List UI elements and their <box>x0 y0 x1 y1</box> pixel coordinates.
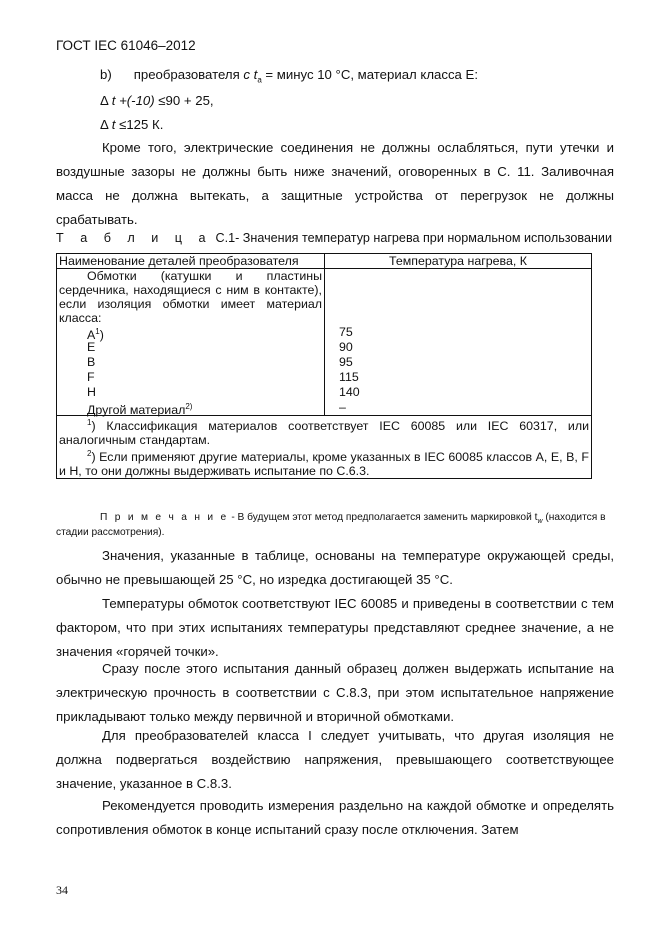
temperature-value: 140 <box>339 385 360 399</box>
note-subscript: w <box>537 518 543 526</box>
class-label: Другой материал$^{2)}$ <box>87 402 193 418</box>
paragraph-5 <box>56 724 614 796</box>
paragraph-text: Сразу после этого испытания данный образец должен выдержать испытание на электрическую прочность в соответствии с С.8.3, при этом испытательное напряжение прикладывают только между первичной и вторичной обмотками. <box>56 661 614 724</box>
temperature-value: – <box>339 400 346 414</box>
col2-header: Температура нагрева, К <box>325 254 592 269</box>
list-item-b <box>100 67 478 85</box>
symbol-t: t <box>253 67 258 82</box>
paragraph-text: Температуры обмоток соответствуют IEC 60085 и приведены в соответствии с тем фактором, что при этих испытаниях температуры представляют среднее значение, а не значения «горячей точки». <box>56 596 614 659</box>
paragraph-2 <box>56 544 614 592</box>
list-marker: b) <box>100 67 112 82</box>
note-label: П р и м е ч а н и е <box>100 512 229 523</box>
table-header-row <box>57 254 592 269</box>
class-label: Н <box>87 385 96 399</box>
table-footnote-row <box>57 416 592 479</box>
table-intro: Обмотки (катушки и пластины сердечника, находящиеся с ним в контакте), если изоляция обмотки имеет материал класса: <box>59 269 322 325</box>
paragraph-3 <box>56 592 614 664</box>
class-label: В <box>87 355 96 369</box>
paragraph-text: Рекомендуется проводить измерения раздельно на каждой обмотке и определять сопротивления обмоток в конце испытаний сразу после отключения. Затем <box>56 798 614 837</box>
paragraph-text: Для преобразователей класса I следует учитывать, что другая изоляция не должна подвергаться воздействию напряжения, превышающего соответствующее значение, указанное в С.8.3. <box>56 728 614 791</box>
formula-2 <box>100 117 163 132</box>
class-labels <box>59 325 322 418</box>
temperature-value: 95 <box>339 355 353 369</box>
footnote-2: $^2$) Если применяют другие материалы, кроме указанных в IEC 60085 классов А, Е, В, F и Н, то они должны выдерживать испытание по С.6.3. <box>59 449 589 479</box>
footnotes-cell <box>57 416 592 479</box>
delta-symbol: Δ <box>100 93 109 108</box>
note-text: - В будущем этот метод предполагается заменить маркировкой t <box>228 512 538 523</box>
footnote-1: $^1$) Классификация материалов соответствует IEC 60085 или IEC 60317, или аналогичным стандартам. <box>59 418 589 448</box>
paragraph-text: Значения, указанные в таблице, основаны на температуре окружающей среды, обычно не превышающей 25 °С, но изредка достигающей 35 °С. <box>56 548 614 587</box>
subscript-a: a <box>257 75 262 85</box>
table-body-row <box>57 269 592 416</box>
paragraph-4 <box>56 657 614 729</box>
paragraph-1 <box>56 136 614 232</box>
table-note <box>100 508 615 532</box>
parts-cell <box>57 269 325 416</box>
temperature-value: 115 <box>339 370 359 384</box>
formula-variable: t <box>111 117 116 132</box>
document-header: ГОСТ IEC 61046–2012 <box>56 38 196 53</box>
delta-symbol: Δ <box>100 117 109 132</box>
note-text-end: (находится в <box>542 512 606 523</box>
temperature-values <box>327 325 589 415</box>
class-label: Е <box>87 340 96 354</box>
class-label: F <box>87 370 95 384</box>
table-caption <box>56 231 612 245</box>
caption-text: С.1- Значения температур нагрева при нормальном использовании <box>212 231 613 245</box>
col1-header: Наименование деталей преобразователя <box>57 254 325 269</box>
symbol-c: с <box>243 67 250 82</box>
temperature-table <box>56 253 592 479</box>
list-text-end: = минус 10 °С, материал класса Е: <box>261 67 478 82</box>
page-number: 34 <box>56 883 68 897</box>
formula-1 <box>100 93 214 108</box>
temperature-value: 90 <box>339 340 353 354</box>
values-cell <box>325 269 592 416</box>
class-label: $А^1$) <box>87 327 104 343</box>
formula-rest: ≤125 К. <box>115 117 164 132</box>
formula-rest: ≤90 + 25, <box>154 93 214 108</box>
temperature-value: 75 <box>339 325 353 339</box>
list-text: преобразователя <box>133 67 244 82</box>
note-line-2: стадии рассмотрения). <box>56 527 165 538</box>
paragraph-text: Кроме того, электрические соединения не должны ослабляться, пути утечки и воздушные зазоры не должны быть ниже значений, оговоренных в С. 11. Заливочная масса не должна вытекать, а защитные устройства от перегрузок не должны срабатывать. <box>56 140 614 227</box>
formula-variable: t +(-10) <box>111 93 155 108</box>
caption-label: Т а б л и ц а <box>56 231 213 245</box>
paragraph-6 <box>56 794 614 842</box>
